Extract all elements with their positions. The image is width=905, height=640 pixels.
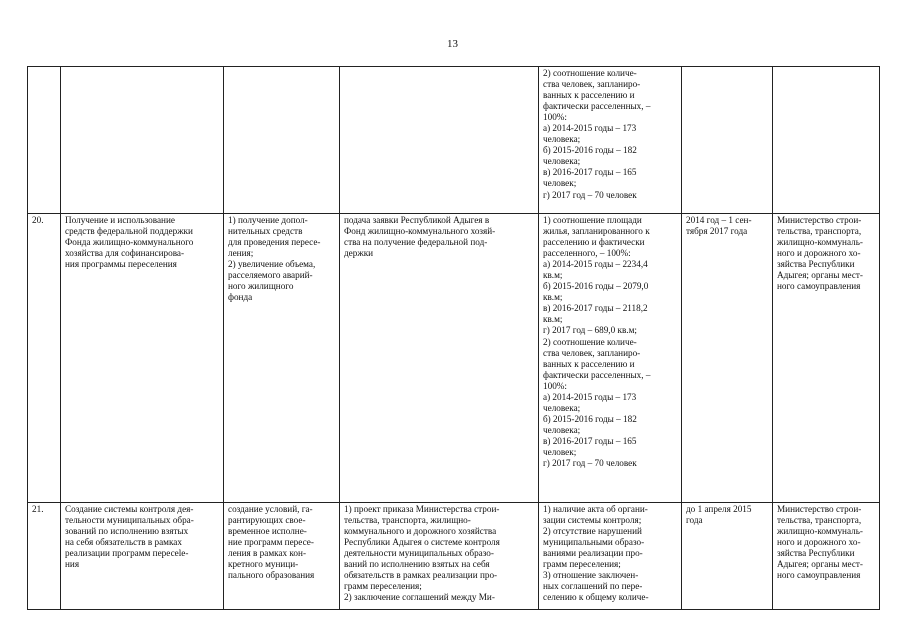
responsible-cell — [773, 67, 880, 214]
cell-text-line: обязательств в рамках реализации про- — [344, 570, 498, 581]
cell-text-line: Фонда жилищно-коммунального — [65, 237, 194, 248]
cell-text-line: 1) получение допол- — [228, 215, 308, 225]
method-cell — [340, 503, 539, 610]
cell-text-line: зяйства Республики — [777, 259, 855, 270]
cell-text-line: г) 2017 год – 70 человек — [543, 189, 637, 200]
cell-text-line: в) 2016-2017 годы – 2118,2 — [543, 303, 648, 314]
cell-text-line: б) 2015-2016 годы – 2079,0 — [543, 281, 649, 292]
row-number-cell: 21. — [28, 503, 61, 610]
table-row — [28, 214, 880, 503]
cell-text-line: жилищно-коммуналь- — [777, 526, 863, 537]
cell-text-line: б) 2015-2016 годы – 182 — [543, 413, 637, 424]
cell-text-line: жилья, запланированного к — [543, 226, 650, 237]
method-cell — [340, 67, 539, 214]
cell-text-line: человек; — [543, 178, 577, 189]
cell-text-line: фактически расселенных, – — [543, 369, 651, 380]
cell-text-line: Министерство строи- — [777, 504, 862, 514]
cell-text-line: ния — [65, 559, 80, 570]
cell-text-line: держки — [344, 248, 374, 259]
cell-text-line: временное исполне- — [228, 526, 307, 537]
cell-text-line: селению к общему количе- — [543, 592, 649, 603]
cell-text-line: 2) заключение соглашений между Ми- — [344, 592, 495, 603]
cell-text-line: ванных к расселению и — [543, 358, 635, 369]
cell-text-line: ного жилищного — [228, 281, 294, 292]
cell-text-line: расселенного, – 100%: — [543, 248, 631, 259]
cell-text-line: а) 2014-2015 годы – 2234,4 — [543, 259, 648, 270]
cell-text-line: года — [686, 515, 703, 526]
cell-text-line: тельства, транспорта, жилищно- — [344, 515, 471, 526]
cell-text-line: человека; — [543, 424, 581, 435]
cell-text-line: нительных средств — [228, 226, 303, 237]
cell-text-line: ного и дорожного хо- — [777, 248, 861, 259]
cell-text-line: 3) отношение заключен- — [543, 570, 639, 581]
cell-text-line: для проведения пересе- — [228, 237, 321, 248]
cell-text-line: ваниями реализации про- — [543, 548, 643, 559]
cell-text-line: ваний по исполнению взятых на себя — [344, 559, 490, 570]
deadline-cell — [682, 214, 773, 503]
cell-text-line: коммунального и дорожного хозяйства — [344, 526, 497, 537]
cell-text-line: Министерство строи- — [777, 215, 862, 225]
cell-text-line: фонда — [228, 292, 253, 303]
cell-text-line: на себя обязательств в рамках — [65, 537, 182, 548]
cell-text-line: 2) соотношение количе- — [543, 68, 637, 78]
indicator-cell — [539, 214, 682, 503]
cell-text-line: 2) увеличение объема, — [228, 259, 316, 270]
cell-text-line: б) 2015-2016 годы – 182 — [543, 145, 637, 156]
cell-text-line: фактически расселенных, – — [543, 101, 651, 112]
cell-text-line: тельства, транспорта, — [777, 515, 862, 526]
table-row — [28, 503, 880, 610]
table-row — [28, 67, 880, 214]
cell-text-line: ного самоуправления — [777, 281, 861, 292]
cell-text-line: ства на получение федеральной под- — [344, 237, 488, 248]
cell-text-line: 2) соотношение количе- — [543, 336, 637, 347]
cell-text-line: ние программ пересе- — [228, 537, 314, 548]
cell-text-line: расселению и фактически — [543, 237, 645, 248]
event-cell — [61, 67, 224, 214]
cell-text-line: подача заявки Республикой Адыгея в — [344, 215, 490, 225]
cell-text-line: зяйства Республики — [777, 548, 855, 559]
cell-text-line: а) 2014-2015 годы – 173 — [543, 123, 637, 134]
cell-text-line: ния программы переселения — [65, 259, 177, 270]
cell-text-line: кретного муници- — [228, 559, 299, 570]
row-number-cell — [28, 67, 61, 214]
cell-text-line: грамм переселения; — [543, 559, 621, 570]
cell-text-line: в) 2016-2017 годы – 165 — [543, 167, 637, 178]
cell-text-line: средств федеральной поддержки — [65, 226, 193, 237]
row-number-cell: 20. — [28, 214, 61, 503]
deadline-cell — [682, 503, 773, 610]
cell-text-line: 2) отсутствие нарушений — [543, 526, 642, 537]
cell-text-line: деятельности муниципальных образо- — [344, 548, 494, 559]
cell-text-line: ства человек, запланиро- — [543, 79, 641, 90]
cell-text-line: хозяйства для софинансирова- — [65, 248, 185, 259]
cell-text-line: человека; — [543, 402, 581, 413]
result-cell — [224, 67, 340, 214]
cell-text-line: ления в рамках кон- — [228, 548, 306, 559]
cell-text-line: муниципальными образо- — [543, 537, 645, 548]
page-number: 13 — [447, 38, 458, 50]
cell-text-line: человек; — [543, 446, 577, 457]
cell-text-line: кв.м; — [543, 270, 563, 281]
cell-text-line: грамм переселения; — [344, 581, 422, 592]
cell-text-line: тября 2017 года — [686, 226, 748, 237]
cell-text-line: г) 2017 год – 689,0 кв.м; — [543, 325, 637, 336]
cell-text-line: до 1 апреля 2015 — [686, 504, 752, 514]
cell-text-line: Адыгея; органы мест- — [777, 270, 863, 281]
result-cell — [224, 503, 340, 610]
cell-text-line: 2014 год – 1 сен- — [686, 215, 752, 225]
cell-text-line: рантирующих свое- — [228, 515, 306, 526]
result-cell — [224, 214, 340, 503]
cell-text-line: тельности муниципальных обра- — [65, 515, 194, 526]
cell-text-line: Фонд жилищно-коммунального хозяй- — [344, 226, 496, 237]
cell-text-line: Республики Адыгея о системе контроля — [344, 537, 500, 548]
cell-text-line: человека; — [543, 156, 581, 167]
event-cell — [61, 503, 224, 610]
cell-text-line: 100%: — [543, 380, 567, 391]
cell-text-line: создание условий, га- — [228, 504, 313, 514]
cell-text-line: ления; — [228, 248, 254, 259]
cell-text-line: человека; — [543, 134, 581, 145]
cell-text-line: Адыгея; органы мест- — [777, 559, 863, 570]
cell-text-line: зации системы контроля; — [543, 515, 642, 526]
cell-text-line: а) 2014-2015 годы – 173 — [543, 391, 637, 402]
cell-text-line: Получение и использование — [65, 215, 175, 225]
cell-text-line: 100%: — [543, 112, 567, 123]
responsible-cell — [773, 214, 880, 503]
cell-text-line: ного самоуправления — [777, 570, 861, 581]
cell-text-line: ных соглашений по пере- — [543, 581, 643, 592]
cell-text-line: 1) проект приказа Министерства строи- — [344, 504, 500, 514]
cell-text-line: 1) наличие акта об органи- — [543, 504, 648, 514]
cell-text-line: расселяемого аварий- — [228, 270, 313, 281]
cell-text-line: ного и дорожного хо- — [777, 537, 861, 548]
method-cell — [340, 214, 539, 503]
event-cell — [61, 214, 224, 503]
measures-table — [27, 66, 880, 610]
cell-text-line: реализации программ пересele- — [65, 548, 189, 559]
indicator-cell — [539, 67, 682, 214]
cell-text-line: кв.м; — [543, 292, 563, 303]
responsible-cell — [773, 503, 880, 610]
cell-text-line: пального образования — [228, 570, 315, 581]
cell-text-line: Создание системы контроля дея- — [65, 504, 194, 514]
deadline-cell — [682, 67, 773, 214]
cell-text-line: ванных к расселению и — [543, 90, 635, 101]
cell-text-line: жилищно-коммуналь- — [777, 237, 863, 248]
cell-text-line: кв.м; — [543, 314, 563, 325]
cell-text-line: тельства, транспорта, — [777, 226, 862, 237]
indicator-cell — [539, 503, 682, 610]
cell-text-line: ства человек, запланиро- — [543, 347, 641, 358]
cell-text-line: г) 2017 год – 70 человек — [543, 458, 637, 469]
cell-text-line: 1) соотношение площади — [543, 215, 642, 225]
cell-text-line: в) 2016-2017 годы – 165 — [543, 435, 637, 446]
cell-text-line: зований по исполнению взятых — [65, 526, 189, 537]
